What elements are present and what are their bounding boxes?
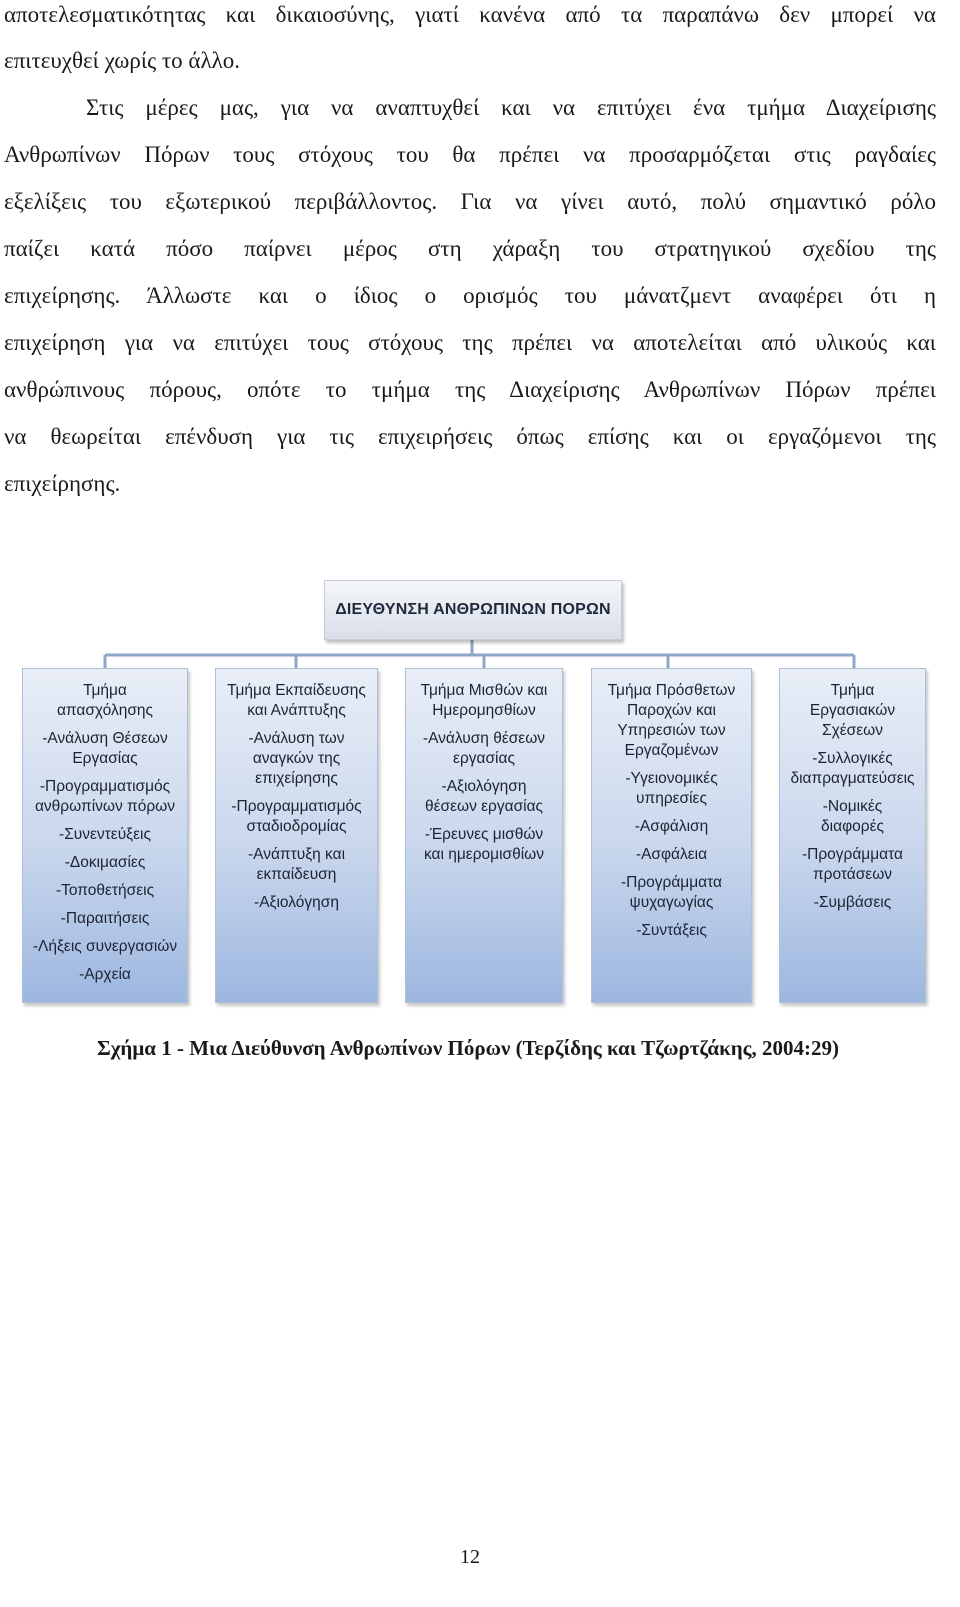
text-line: επιχείρηση για να επιτύχει τους στόχους της πρέπει να αποτελείται από υλικούς και [4, 330, 936, 355]
dept-item: -Ασφάλεια [635, 846, 708, 863]
dept-item: -Ανάλυση θέσεων εργασίας [422, 730, 546, 767]
dept-employment [22, 668, 188, 1003]
dept-item: -Συντάξεις [636, 922, 707, 939]
page-number: 12 [460, 1546, 480, 1568]
dept-labor-relations [779, 668, 926, 1003]
dept-item: -Νομικές διαφορές [821, 798, 884, 835]
text-line: Ανθρωπίνων Πόρων τους στόχους του θα πρέπει να προσαρμόζεται στις ραγδαίες [4, 142, 936, 167]
dept-item: -Δοκιμασίες [64, 854, 146, 871]
dept-item: -Συλλογικές διαπραγματεύσεις [790, 750, 915, 787]
text-line: να θεωρείται επένδυση για τις επιχειρήσεις όπως επίσης και οι εργαζόμενοι της [4, 424, 936, 449]
dept-item: -Συμβάσεις [813, 894, 892, 911]
dept-item: -Προγραμματισμός σταδιοδρομίας [231, 798, 362, 835]
dept-item: -Λήξεις συνεργασιών [32, 938, 178, 955]
dept-item: -Ανάλυση των αναγκών της επιχείρησης [248, 730, 345, 787]
dept-item: -Αρχεία [79, 966, 131, 983]
dept-item: -Ασφάλιση [634, 818, 709, 835]
hr-directorate-label: ΔΙΕΥΘΥΝΣΗ ΑΝΘΡΩΠΙΝΩΝ ΠΟΡΩΝ [335, 601, 611, 618]
text-line: εξελίξεις του εξωτερικού περιβάλλοντος. Για να γίνει αυτό, πολύ σημαντικό ρόλο [4, 189, 936, 214]
dept-item: -Υγειονομικές υπηρεσίες [625, 770, 718, 807]
dept-title: Τμήμα Εκπαίδευσης και Ανάπτυξης [227, 682, 366, 719]
dept-item: -Παραιτήσεις [60, 910, 150, 927]
text-line: ανθρώπινους πόρους, οπότε το τμήμα της Διαχείρισης Ανθρωπίνων Πόρων πρέπει [4, 377, 936, 402]
figure-caption: Σχήμα 1 - Μια Διεύθυνση Ανθρωπίνων Πόρων (Τερζίδης και Τζωρτζάκης, 2004:29) [97, 1036, 839, 1060]
dept-title: Τμήμα Πρόσθετων Παροχών και Υπηρεσιών των Εργαζομένων [607, 682, 736, 759]
dept-training [215, 668, 378, 1003]
dept-item: -Αξιολόγηση θέσεων εργασίας [424, 778, 544, 815]
dept-title: Τμήμα Μισθών και Ημερομησθίων [420, 682, 548, 719]
dept-item: -Ανάλυση Θέσεων Εργασίας [42, 730, 168, 767]
text-line: Στις μέρες μας, για να αναπτυχθεί και να επιτύχει ένα τμήμα Διαχείρισης [86, 95, 936, 120]
hr-directorate-box [324, 580, 622, 640]
dept-benefits [591, 668, 752, 1003]
text-line: επιχείρησης. Άλλωστε και ο ίδιος ο ορισμός του μάνατζμεντ αναφέρει ότι η [4, 283, 936, 308]
dept-item: -Προγραμματισμός ανθρωπίνων πόρων [34, 778, 176, 815]
dept-item: -Προγράμματα προτάσεων [801, 846, 903, 883]
dept-title: Τμήμα απασχόλησης [56, 682, 154, 719]
dept-payroll [405, 668, 563, 1003]
text-line: παίζει κατά πόσο παίρνει μέρος στη χάραξη του στρατηγικού σχεδίου της [4, 236, 936, 261]
dept-item: -Έρευνες μισθών και ημερομισθίων [423, 826, 545, 863]
text-line: αποτελεσματικότητας και δικαιοσύνης, γιατί κανένα από τα παραπάνω δεν μπορεί να [4, 2, 936, 27]
dept-item: -Συνεντεύξεις [59, 826, 151, 843]
dept-item: -Τοποθετήσεις [55, 882, 155, 899]
text-line: επιχείρησης. [4, 471, 121, 496]
dept-item: -Αξιολόγηση [254, 894, 339, 911]
dept-item: -Προγράμματα ψυχαγωγίας [620, 874, 722, 911]
text-line: επιτευχθεί χωρίς το άλλο. [4, 48, 241, 73]
dept-item: -Ανάπτυξη και εκπαίδευση [247, 846, 346, 883]
dept-title: Τμήμα Εργασιακών Σχέσεων [809, 682, 896, 739]
